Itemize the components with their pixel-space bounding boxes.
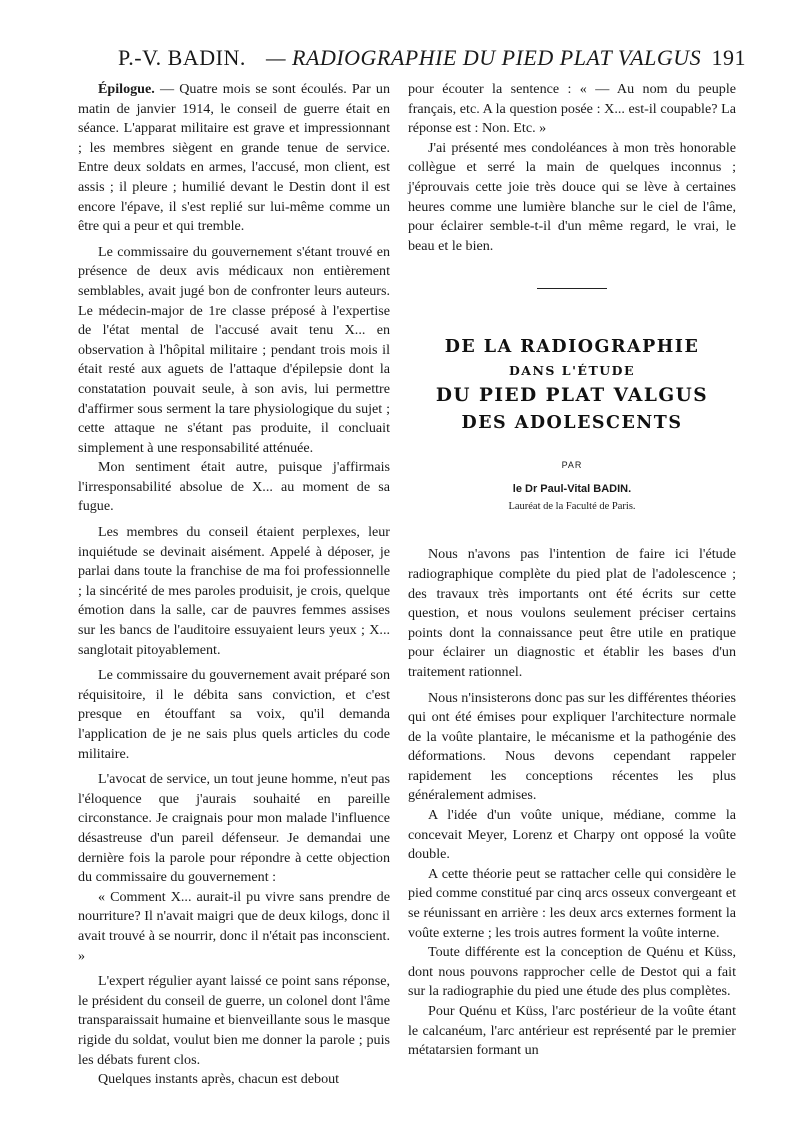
- body-paragraph: L'expert régulier ayant laissé ce point sans réponse, le président du conseil de guerre, un colonel dont l'âme transparaissait humaine et bienveillante sous le masque rigide du soldat, voulut bien me donner la parole ; puis les débats furent clos.: [78, 973, 390, 1068]
- body-paragraph: Le commissaire du gouvernement s'étant trouvé en présence de deux avis médicaux non entièrement semblables, avait jugé bon de confronter leurs auteurs. Le médecin-major de 1re classe préposé à l'expertise de l'état mental de l'accusé avait tenu X... en observation à l'hôpital militaire ; pendant trois mois il était resté aux aguets de l'attaque d'épilepsie dont la constatation pouvait seule, à son avis, lui permettre d'affirmer sous serment la tare physiologique du sujet ; cette attaque ne s'étant pas produite, il concluait simplement à une responsabilité atténuée.: [78, 243, 390, 456]
- header-running-title: — RADIOGRAPHIE DU PIED PLAT VALGUS: [266, 45, 702, 70]
- epilogue-paragraph: [78, 80, 390, 237]
- article-title-line-1: DE LA RADIOGRAPHIE: [444, 337, 700, 358]
- body-paragraph: Quelques instants après, chacun est debout: [98, 1071, 340, 1088]
- body-paragraph: Mon sentiment était autre, puisque j'affirmais l'irresponsabilité absolue de X... au moment de sa fugue.: [78, 459, 390, 515]
- continuation-paragraph: pour écouter la sentence : « — Au nom du peuple français, etc. A la question posée : X... est-il coupable? La réponse est : Non. Etc. »: [408, 81, 736, 137]
- article-body: [408, 545, 736, 1060]
- body-paragraph: Les membres du conseil étaient perplexes, leur inquiétude se devinait aisément. Appelé à déposer, je parlai dans toute la franchise de ma foi professionnelle ; la sincérité de mes paroles produisit, je crois, quelque émotion dans la salle, car de pauvres femmes assises sur les bancs de l'auditoire essuyaient leurs yeux ; X... sanglotait pitoyablement.: [78, 524, 390, 658]
- article-title-line-4: DES ADOLESCENTS: [461, 413, 683, 434]
- section-divider: [537, 288, 607, 289]
- article-paragraph: Toute différente est la conception de Quénu et Küss, dont nous pouvons rapprocher celle de Destot qui a fait sur la radiographie du pied une étude des plus complètes.: [408, 944, 736, 1000]
- body-paragraph: L'avocat de service, un tout jeune homme, n'eut pas l'éloquence que j'aurais souhaité en pareille circonstance. Je craignais pour mon malade l'influence désastreuse d'un pareil défenseur. Je demandai une dernière fois la parole pour répondre à cette objection du commissaire du gouvernement :: [78, 771, 390, 886]
- article-paragraph: A l'idée d'un voûte unique, médiane, comme la concevait Meyer, Lorenz et Charpy ont opposé la voûte double.: [408, 807, 736, 863]
- article-paragraph: Pour Quénu et Küss, l'arc postérieur de la voûte étant le calcanéum, l'arc antérieur est représenté par le premier métatarsien formant un: [408, 1003, 736, 1059]
- body-paragraph: « Comment X... aurait-il pu vivre sans prendre de nourriture? Il n'avait maigri que de deux kilogs, donc il avait trouvé à se nourrir, donc il n'était pas inconscient. »: [78, 888, 390, 964]
- author-affiliation: Lauréat de la Faculté de Paris.: [508, 501, 636, 513]
- closing-paragraph: J'ai présenté mes condoléances à mon très honorable collègue et serré la main de quelques inconnus ; j'éprouvais cette joie très douce qui se lève à certaines heures comme une lumière blanche sur le ciel de l'âme, pour éclairer semble-t-il d'un même regard, le vrai, le beau et le bien.: [408, 139, 736, 254]
- article-title-line-3: DU PIED PLAT VALGUS: [435, 385, 709, 407]
- article-paragraph: Nous n'avons pas l'intention de faire ici l'étude radiographique complète du pied plat de l'adolescence ; des travaux très importants ont été écrits sur cette question, et nous voulons seulement préciser certains points dont la connaissance peut être utile en pratique pour éclairer un diagnostic et établir les bases d'un traitement rationnel.: [408, 546, 736, 680]
- epilogue-lead: Épilogue.: [98, 81, 155, 97]
- epilogue-text: — Quatre mois se sont écoulés. Par un matin de janvier 1914, le conseil de guerre était en séance. L'apparat militaire est grave et impressionnant ; les membres siègent en grande tenue de service. Entre deux soldats en armes, l'accusé, mon client, est assis ; il pleure ; humilié devant le Destin dont il est encore l'épave, il s'est replié sur lui-même comme un être qui a peur et qui tremble.: [78, 81, 390, 235]
- article-paragraph: Nous n'insisterons donc pas sur les différentes théories qui ont été émises pour expliquer l'architecture normale de la voûte plantaire, le mécanisme et la pathogénie des déformations. Nous devons cependant rappeler rapidement les conceptions récentes les plus généralement admises.: [408, 689, 736, 804]
- article-author: le Dr Paul-Vital BADIN.: [512, 483, 632, 496]
- running-header: [118, 40, 746, 76]
- article-paragraph: A cette théorie peut se rattacher celle qui considère le pied comme constitué par cinq arcs osseux convergeant et se réunissant en arrière : les deux arcs externes forment la voûte externe ; les trois autres forment la voûte interne.: [408, 865, 736, 941]
- by-label: PAR: [561, 460, 583, 471]
- body-paragraph: Le commissaire du gouvernement avait préparé son réquisitoire, il le débita sans conviction, et c'est presque en étouffant sa voix, qu'il demanda l'application de je ne sais plus quels articles du code militaire.: [78, 667, 390, 762]
- header-author: P.-V. BADIN.: [118, 45, 246, 70]
- article-title-line-2: DANS L'ÉTUDE: [508, 363, 636, 379]
- left-column: [78, 80, 390, 1090]
- page-number: 191: [711, 45, 746, 70]
- right-column: [408, 80, 736, 1061]
